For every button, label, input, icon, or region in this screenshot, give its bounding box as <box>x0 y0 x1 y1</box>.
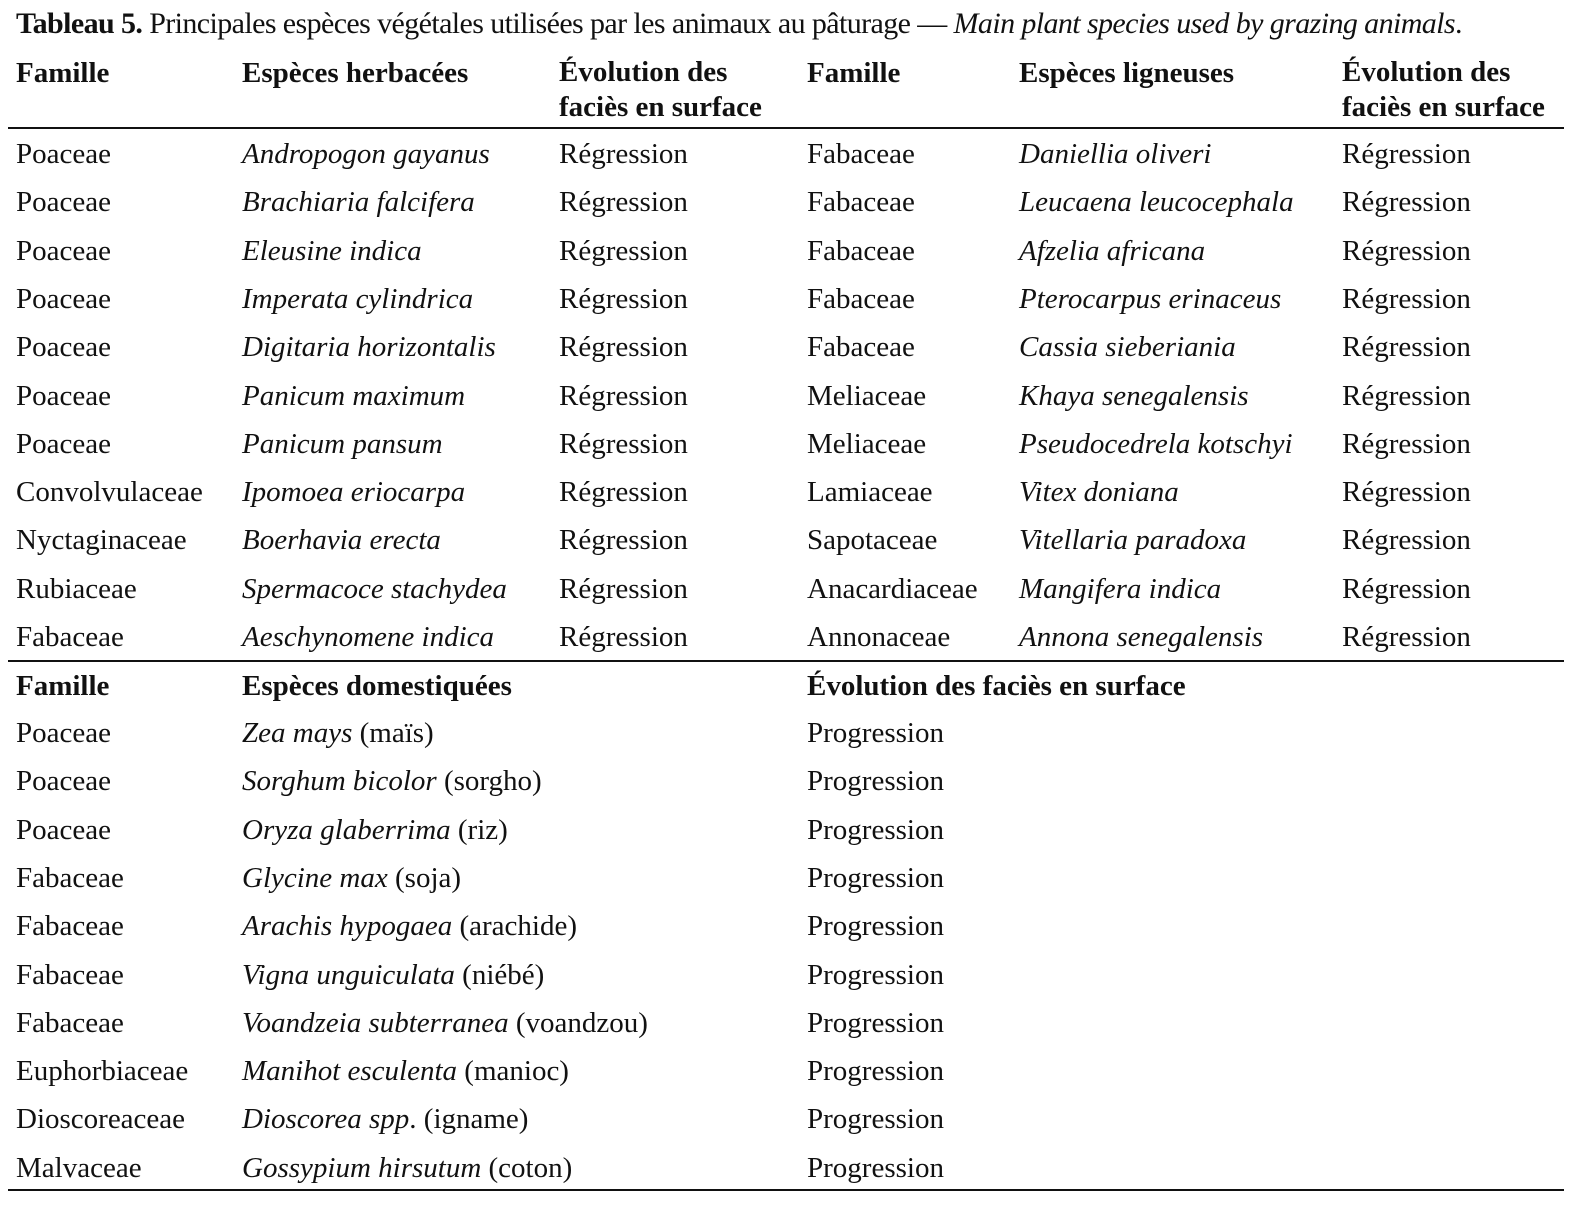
family-cell: Poaceae <box>16 234 111 267</box>
domesticated-species-cell <box>242 763 542 799</box>
evolution-cell: Progression <box>807 958 944 991</box>
family-cell: Poaceae <box>16 331 111 364</box>
family-cell: Fabaceae <box>16 621 124 653</box>
species-common-name: (maïs) <box>352 717 434 749</box>
species-common-name: (coton) <box>481 1151 573 1184</box>
family-2-cell: Fabaceae <box>807 138 915 170</box>
woody-species-cell: Cassia sieberiania <box>1019 331 1236 364</box>
woody-species-cell: Vitex doniana <box>1019 476 1179 509</box>
family-2-cell: Lamiaceae <box>807 476 933 509</box>
header-rule <box>8 127 1564 129</box>
family-2-cell: Fabaceae <box>807 234 915 267</box>
species-scientific-name: Voandzeia subterranea <box>242 1006 509 1039</box>
family-cell: Convolvulaceae <box>16 476 203 509</box>
species-scientific-name: Dioscorea spp <box>242 1103 410 1136</box>
woody-species-cell: Daniellia oliveri <box>1019 138 1212 170</box>
species-common-name: (arachide) <box>452 910 577 943</box>
domesticated-species-cell <box>242 812 508 848</box>
caption-title-fr: Principales espèces végétales utilisées par les animaux au pâturage — <box>149 7 954 40</box>
header-famille: Famille <box>16 57 110 89</box>
header-especes-ligneuses: Espèces ligneuses <box>1019 57 1235 89</box>
family-cell: Poaceae <box>16 427 111 460</box>
family-2-cell: Anacardiaceae <box>807 572 978 605</box>
header-evolution-2-line2: faciès en surface <box>1342 91 1545 123</box>
species-scientific-name: Gossypium hirsutum <box>242 1151 482 1184</box>
family-cell: Poaceae <box>16 717 111 749</box>
herbaceous-species-cell: Eleusine indica <box>242 234 422 267</box>
table-label: Tableau 5. <box>16 7 143 40</box>
header-evolution <box>559 55 762 125</box>
species-scientific-name: Arachis hypogaea <box>242 910 453 943</box>
family-2-cell: Sapotaceae <box>807 524 938 557</box>
header-famille-2: Famille <box>807 57 901 89</box>
family-cell: Malvaceae <box>16 1151 142 1184</box>
species-common-name: (soja) <box>387 861 462 894</box>
species-common-name: . (igname) <box>409 1103 529 1136</box>
domesticated-species-cell <box>242 860 461 896</box>
woody-species-cell: Mangifera indica <box>1019 572 1222 605</box>
herbaceous-species-cell: Spermacoce stachydea <box>242 572 507 605</box>
evolution-cell: Progression <box>807 1055 944 1088</box>
evolution-2-cell: Régression <box>1342 282 1471 315</box>
herbaceous-species-cell: Brachiaria falcifera <box>242 186 475 219</box>
section-divider-rule <box>8 660 1564 662</box>
herbaceous-species-cell: Ipomoea eriocarpa <box>242 476 466 509</box>
evolution-2-cell: Régression <box>1342 476 1471 509</box>
evolution-cell: Progression <box>807 861 944 894</box>
header-famille-3: Famille <box>16 670 110 702</box>
family-cell: Dioscoreaceae <box>16 1103 186 1136</box>
family-cell: Rubiaceae <box>16 572 137 605</box>
family-cell: Poaceae <box>16 282 111 315</box>
domesticated-species-cell <box>242 1053 569 1089</box>
evolution-cell: Régression <box>559 427 688 460</box>
species-scientific-name: Sorghum bicolor <box>242 765 437 798</box>
evolution-cell: Progression <box>807 813 944 846</box>
family-cell: Poaceae <box>16 186 111 219</box>
herbaceous-species-cell: Aeschynomene indica <box>242 621 495 653</box>
family-cell: Poaceae <box>16 765 111 798</box>
species-scientific-name: Zea mays <box>242 717 353 749</box>
species-common-name: (voandzou) <box>508 1006 648 1039</box>
evolution-2-cell: Régression <box>1342 427 1471 460</box>
herbaceous-species-cell: Panicum pansum <box>242 427 443 460</box>
evolution-cell: Progression <box>807 1151 944 1184</box>
species-common-name: (sorgho) <box>436 765 542 798</box>
evolution-cell: Régression <box>559 331 688 364</box>
family-2-cell: Fabaceae <box>807 186 915 219</box>
header-evolution-2-line1: Évolution des <box>1342 56 1511 88</box>
family-2-cell: Annonaceae <box>807 621 951 653</box>
header-evolution-2 <box>1342 55 1545 125</box>
evolution-2-cell: Régression <box>1342 379 1471 412</box>
family-cell: Poaceae <box>16 138 111 170</box>
evolution-cell: Régression <box>559 524 688 557</box>
header-especes-domestiquees: Espèces domestiquées <box>242 670 512 702</box>
family-cell: Fabaceae <box>16 1006 124 1039</box>
domesticated-species-cell <box>242 715 434 751</box>
woody-species-cell: Vitellaria paradoxa <box>1019 524 1247 557</box>
species-common-name: (manioc) <box>457 1055 569 1088</box>
evolution-cell: Progression <box>807 717 944 749</box>
family-2-cell: Meliaceae <box>807 379 927 412</box>
evolution-cell: Progression <box>807 765 944 798</box>
evolution-2-cell: Régression <box>1342 524 1471 557</box>
family-cell: Nyctaginaceae <box>16 524 187 557</box>
bottom-rule <box>8 1189 1564 1191</box>
evolution-cell: Régression <box>559 234 688 267</box>
family-cell: Fabaceae <box>16 861 124 894</box>
woody-species-cell: Afzelia africana <box>1019 234 1206 267</box>
woody-species-cell: Pseudocedrela kotschyi <box>1019 427 1293 460</box>
woody-species-cell: Leucaena leucocephala <box>1019 186 1294 219</box>
family-cell: Fabaceae <box>16 910 124 943</box>
herbaceous-species-cell: Andropogon gayanus <box>242 138 490 170</box>
species-common-name: (niébé) <box>454 958 545 991</box>
herbaceous-species-cell: Digitaria horizontalis <box>242 331 496 364</box>
family-cell: Poaceae <box>16 813 111 846</box>
evolution-cell: Régression <box>559 476 688 509</box>
header-evolution-line1: Évolution des <box>559 56 728 88</box>
domesticated-species-cell <box>242 957 544 993</box>
domesticated-species-cell <box>242 908 577 944</box>
evolution-cell: Régression <box>559 282 688 315</box>
evolution-2-cell: Régression <box>1342 138 1471 170</box>
family-cell: Euphorbiaceae <box>16 1055 189 1088</box>
species-scientific-name: Glycine max <box>242 861 388 894</box>
herbaceous-species-cell: Boerhavia erecta <box>242 524 441 557</box>
woody-species-cell: Annona senegalensis <box>1019 621 1264 653</box>
species-scientific-name: Vigna unguiculata <box>242 958 455 991</box>
evolution-cell: Régression <box>559 572 688 605</box>
family-2-cell: Meliaceae <box>807 427 927 460</box>
header-especes-herbacees: Espèces herbacées <box>242 57 469 89</box>
evolution-cell: Progression <box>807 910 944 943</box>
evolution-cell: Progression <box>807 1103 944 1136</box>
family-2-cell: Fabaceae <box>807 331 915 364</box>
caption-end: . <box>1454 7 1462 40</box>
woody-species-cell: Khaya senegalensis <box>1019 379 1249 412</box>
family-2-cell: Fabaceae <box>807 282 915 315</box>
woody-species-cell: Pterocarpus erinaceus <box>1019 282 1282 315</box>
evolution-2-cell: Régression <box>1342 572 1471 605</box>
domesticated-species-cell <box>242 1101 528 1137</box>
evolution-2-cell: Régression <box>1342 621 1471 653</box>
species-common-name: (riz) <box>450 813 508 846</box>
header-evolution-line2: faciès en surface <box>559 91 762 123</box>
evolution-cell: Régression <box>559 138 688 170</box>
herbaceous-species-cell: Imperata cylindrica <box>242 282 474 315</box>
evolution-2-cell: Régression <box>1342 234 1471 267</box>
evolution-cell: Progression <box>807 1006 944 1039</box>
evolution-cell: Régression <box>559 379 688 412</box>
domesticated-species-cell <box>242 1150 572 1186</box>
herbaceous-species-cell: Panicum maximum <box>242 379 466 412</box>
evolution-2-cell: Régression <box>1342 331 1471 364</box>
species-scientific-name: Manihot esculenta <box>242 1055 458 1088</box>
table-caption <box>16 4 1462 44</box>
species-scientific-name: Oryza glaberrima <box>242 813 451 846</box>
family-cell: Fabaceae <box>16 958 124 991</box>
evolution-cell: Régression <box>559 621 688 653</box>
header-evolution-3: Évolution des faciès en surface <box>807 670 1186 702</box>
evolution-2-cell: Régression <box>1342 186 1471 219</box>
caption-title-en: Main plant species used by grazing animals <box>953 7 1455 40</box>
domesticated-species-cell <box>242 1005 648 1041</box>
evolution-cell: Régression <box>559 186 688 219</box>
family-cell: Poaceae <box>16 379 111 412</box>
